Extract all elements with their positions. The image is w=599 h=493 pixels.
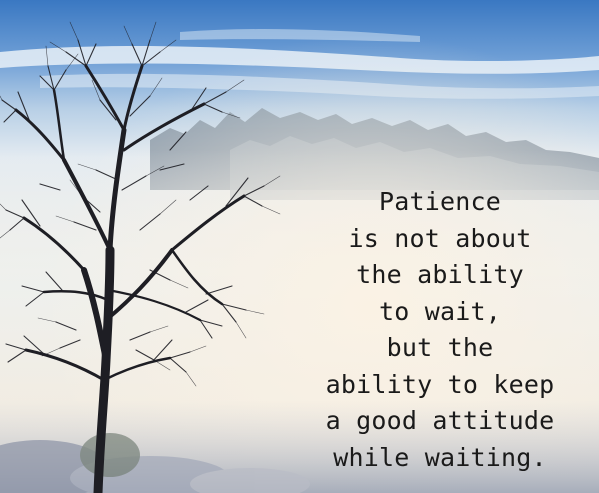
quote-line: while waiting.	[333, 442, 547, 472]
quote-text	[290, 184, 590, 476]
quote-line: to wait,	[378, 296, 501, 326]
quote-line: Patience	[378, 187, 501, 216]
quote-line: a good attitude	[325, 406, 555, 435]
quote-line: the ability	[356, 260, 524, 289]
quote-line: but the	[386, 333, 494, 362]
quote-line: is not about	[348, 223, 532, 253]
quote-line: ability to keep	[325, 369, 555, 399]
